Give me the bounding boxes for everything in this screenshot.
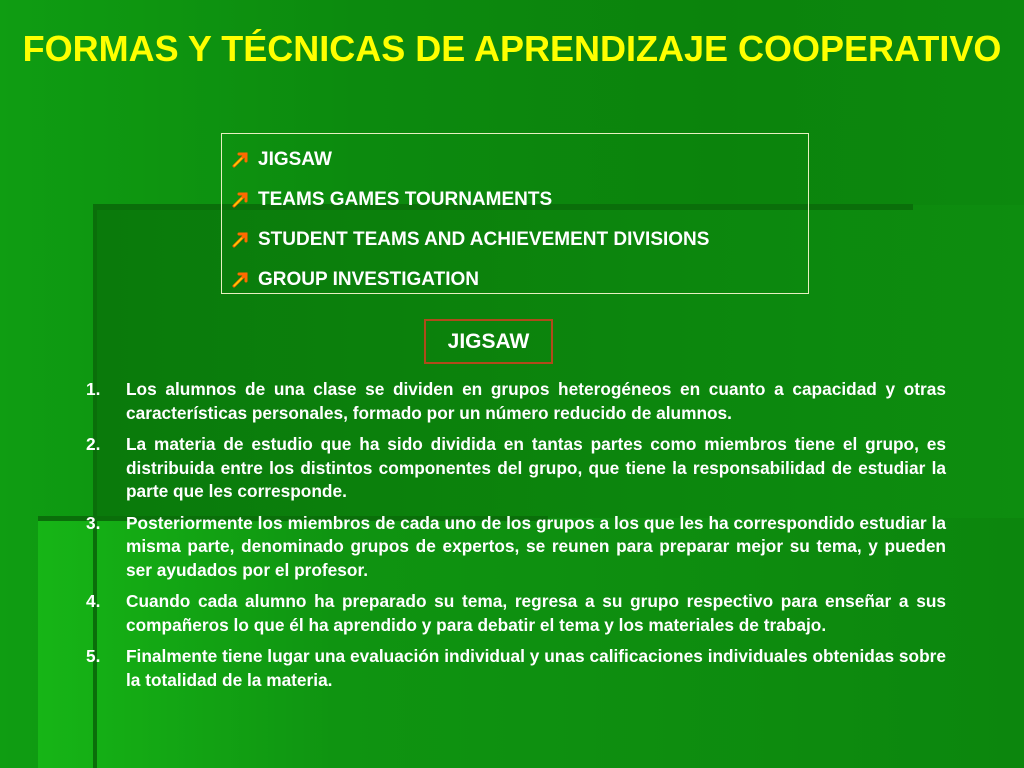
step-item (86, 433, 946, 504)
section-label: JIGSAW (447, 329, 530, 353)
step-item (86, 512, 946, 583)
technique-item (232, 220, 808, 260)
technique-item (232, 260, 808, 300)
techniques-box (221, 133, 809, 294)
techniques-list (232, 140, 808, 300)
slide-title: FORMAS Y TÉCNICAS DE APRENDIZAJE COOPERATIVO (22, 28, 1002, 69)
technique-item (232, 140, 808, 180)
technique-item (232, 180, 808, 220)
step-number: 1. (86, 379, 101, 399)
step-number: 4. (86, 591, 101, 611)
arrow-bullet-icon (232, 151, 250, 169)
steps-list (86, 378, 946, 700)
arrow-bullet-icon (232, 271, 250, 289)
step-number: 3. (86, 512, 101, 533)
step-text: Posteriormente los miembros de cada uno de los grupos a los que les ha correspondido estudiar la misma parte, denominado grupos de expertos, se reunen para preparar mejor su tema, y pueden ser ayudados por el profesor. (126, 512, 946, 580)
step-text: Finalmente tiene lugar una evaluación individual y unas calificaciones individuales obtenidas sobre la totalidad de la materia. (126, 646, 946, 690)
step-number: 2. (86, 434, 101, 454)
step-text: La materia de estudio que ha sido dividida en tantas partes como miembros tiene el grupo, es distribuida entre los distintos componentes del grupo, que tiene la responsabilidad de estudiar la parte que les corresponde. (126, 434, 946, 501)
technique-label: TEAMS GAMES TOURNAMENTS (258, 189, 553, 210)
step-text: Cuando cada alumno ha preparado su tema, regresa a su grupo respectivo para enseñar a sus compañeros lo que él ha aprendido y para debatir el tema y los materiales de trabajo. (126, 591, 946, 635)
section-label-box (424, 319, 553, 364)
step-number: 5. (86, 646, 101, 666)
technique-label: JIGSAW (258, 149, 332, 170)
technique-label: GROUP INVESTIGATION (258, 269, 479, 290)
technique-label: STUDENT TEAMS AND ACHIEVEMENT DIVISIONS (258, 229, 710, 250)
step-text: Los alumnos de una clase se dividen en grupos heterogéneos en cuanto a capacidad y otras características personales, formado por un número reducido de alumnos. (126, 379, 946, 423)
arrow-bullet-icon (232, 231, 250, 249)
step-item (86, 590, 946, 637)
step-item (86, 645, 946, 692)
arrow-bullet-icon (232, 191, 250, 209)
step-item (86, 378, 946, 425)
